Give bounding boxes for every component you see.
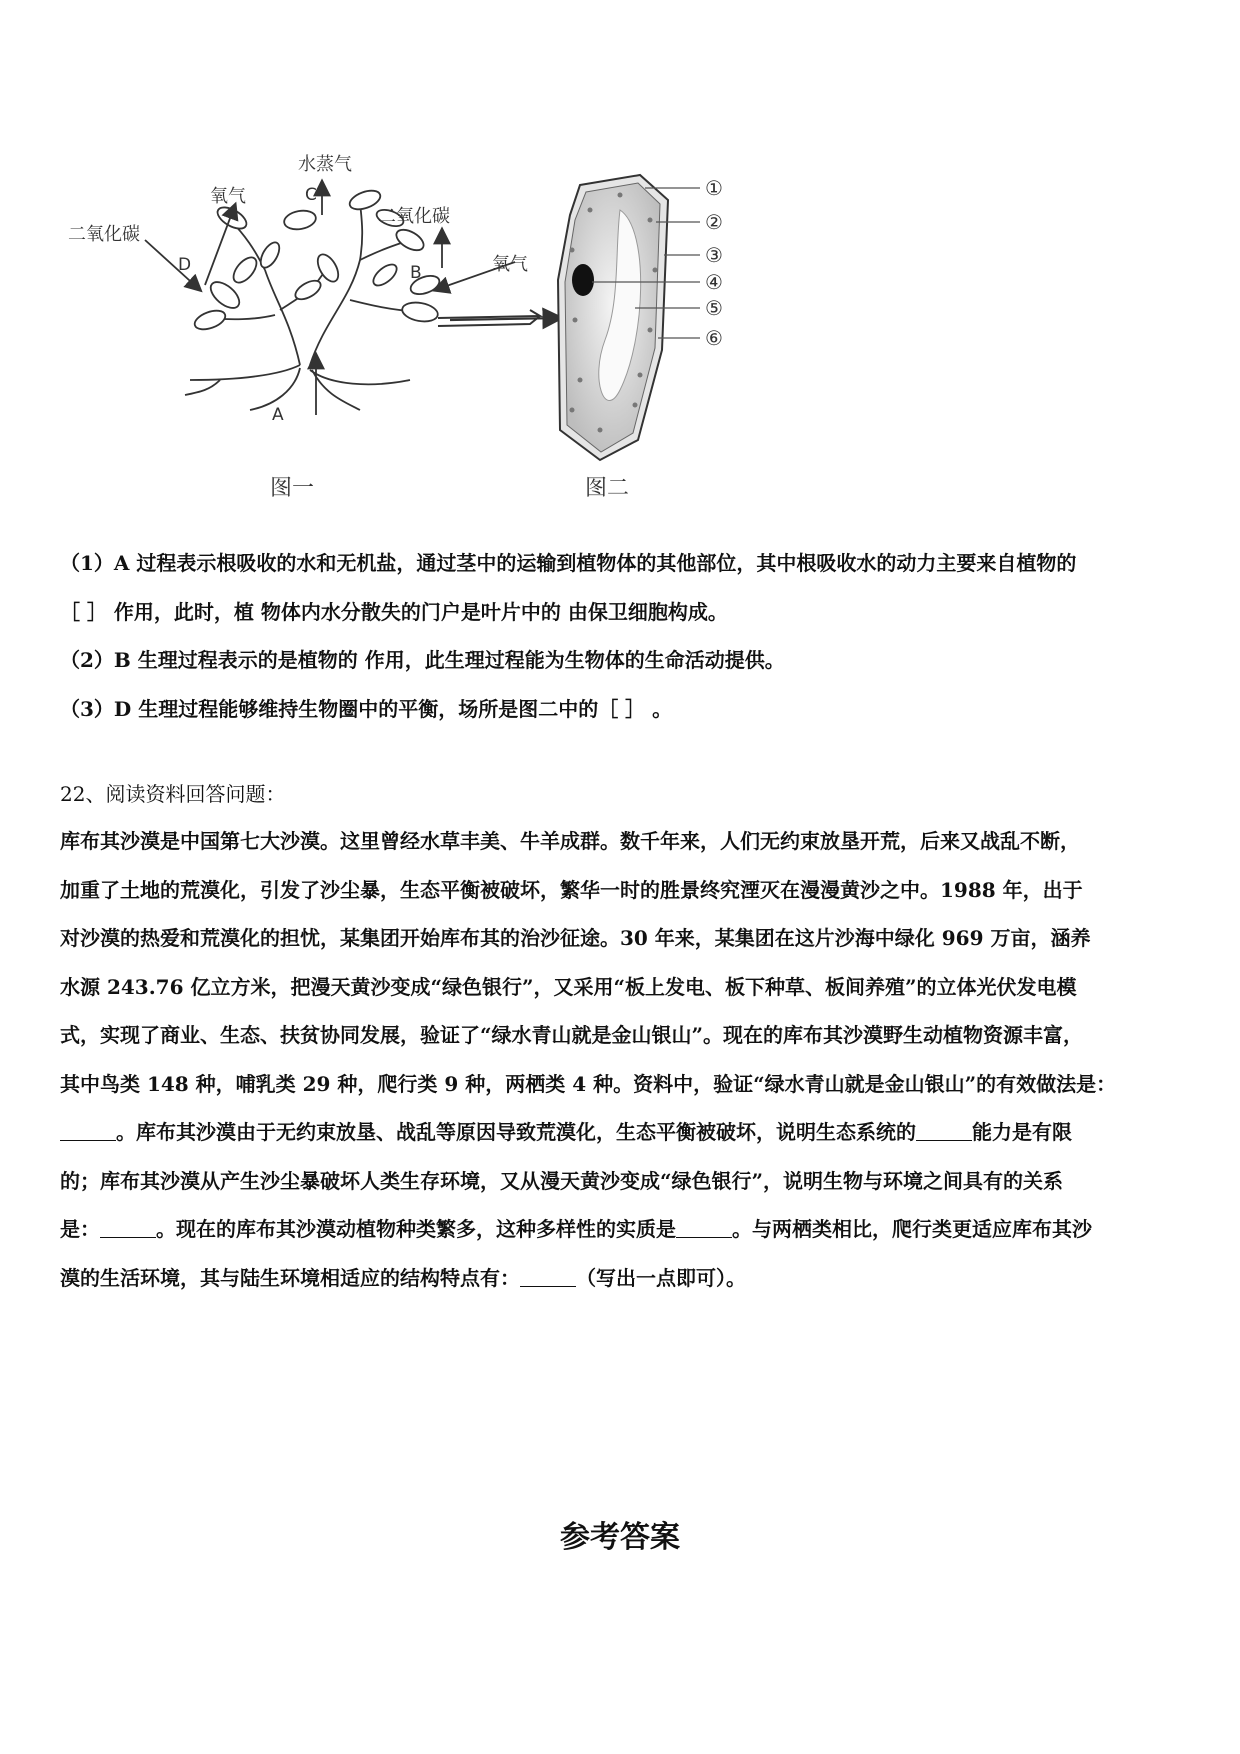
- q21-line-3: （2）B 生理过程表示的是植物的 作用，此生理过程能为生物体的生命活动提供。: [60, 648, 785, 672]
- q21-line-2: ［ ］ 作用，此时，植 物体内水分散失的门户是叶片中的 由保卫细胞构成。: [60, 600, 728, 624]
- q22-title: 22、阅读资料回答问题：: [60, 782, 286, 806]
- answer-heading: 参考答案: [560, 1520, 680, 1555]
- fig1-caption: 图一: [270, 476, 315, 501]
- answer-blank[interactable]: [520, 1266, 576, 1287]
- cell-diagram: [558, 175, 723, 501]
- cell-part-4: ④: [705, 270, 723, 294]
- q22-line-7: 。库布其沙漠由于无约束放垦、战乱等原因导致荒漠化，生态平衡被破坏，说明生态系统的 能力是有限: [60, 1108, 1180, 1157]
- q21-line-4: （3）D 生理过程能够维持生物圈中的平衡，场所是图二中的［ ］ 。: [60, 697, 673, 721]
- cell-part-5: ⑤: [705, 296, 723, 320]
- label-co2-left: 二氧化碳: [68, 224, 140, 245]
- answer-blank[interactable]: [676, 1217, 732, 1238]
- q22-line-10: 漠的生活环境，其与陆生环境相适应的结构特点有： （写出一点即可）。: [60, 1265, 746, 1290]
- label-water-vapor: 水蒸气: [298, 154, 352, 175]
- cell-part-1: ①: [705, 176, 723, 200]
- q22-line-9: 是： 。现在的库布其沙漠动植物种类繁多，这种多样性的实质是 。与两栖类相比，爬行类更适应库布其沙: [60, 1217, 1092, 1241]
- label-oxygen-right: 氧气: [492, 254, 528, 275]
- q22-line-6: 其中鸟类 148 种，哺乳类 29 种，爬行类 9 种，两栖类 4 种。资料中，验证“绿水青山就是金山银山”的有效做法是：: [60, 1071, 1117, 1096]
- q22-passage: [60, 817, 1180, 1302]
- q21-line-1: （1）A 过程表示根吸收的水和无机盐，通过茎中的运输到植物体的其他部位，其中根吸收水的动力主要来自植物的: [60, 551, 1077, 575]
- plant-diagram: [145, 182, 560, 415]
- cell-part-2: ②: [705, 210, 723, 234]
- label-A: A: [272, 405, 284, 425]
- label-D: D: [178, 255, 192, 275]
- q22-line-8: 的；库布其沙漠从产生沙尘暴破坏人类生存环境，又从漫天黄沙变成“绿色银行”，说明生物与环境之间具有的关系: [60, 1168, 1064, 1193]
- label-co2-right: 二氧化碳: [378, 206, 450, 227]
- q22-line-4: 水源 243.76 亿立方米，把漫天黄沙变成“绿色银行”，又采用“板上发电、板下种草、板间养殖”的立体光伏发电模: [60, 974, 1077, 999]
- q22-line-5: 式，实现了商业、生态、扶贫协同发展，验证了“绿水青山就是金山银山”。现在的库布其沙漠野生动植物资源丰富，: [60, 1023, 1084, 1047]
- answer-blank[interactable]: [60, 1120, 116, 1141]
- label-oxygen-left: 氧气: [210, 186, 246, 207]
- label-B: B: [410, 263, 422, 283]
- answer-blank[interactable]: [916, 1120, 972, 1141]
- q22-line-3: 对沙漠的热爱和荒漠化的担忧，某集团开始库布其的治沙征途。30 年来，某集团在这片沙海中绿化 969 万亩，涵养: [60, 926, 1091, 950]
- answer-blank[interactable]: [100, 1217, 156, 1238]
- q22-line-2: 加重了土地的荒漠化，引发了沙尘暴，生态平衡被破坏，繁华一时的胜景终究湮灭在漫漫黄沙之中。1988 年，出于: [60, 877, 1083, 902]
- cell-part-3: ③: [705, 243, 723, 267]
- cell-part-6: ⑥: [705, 326, 723, 350]
- label-C: C: [305, 185, 317, 205]
- plant-labels: [68, 154, 528, 501]
- fig2-caption: 图二: [585, 476, 630, 501]
- q22-line-1: 库布其沙漠是中国第七大沙漠。这里曾经水草丰美、牛羊成群。数千年来，人们无约束放垦开荒，后来又战乱不断，: [60, 829, 1080, 853]
- biology-figure: [60, 140, 860, 520]
